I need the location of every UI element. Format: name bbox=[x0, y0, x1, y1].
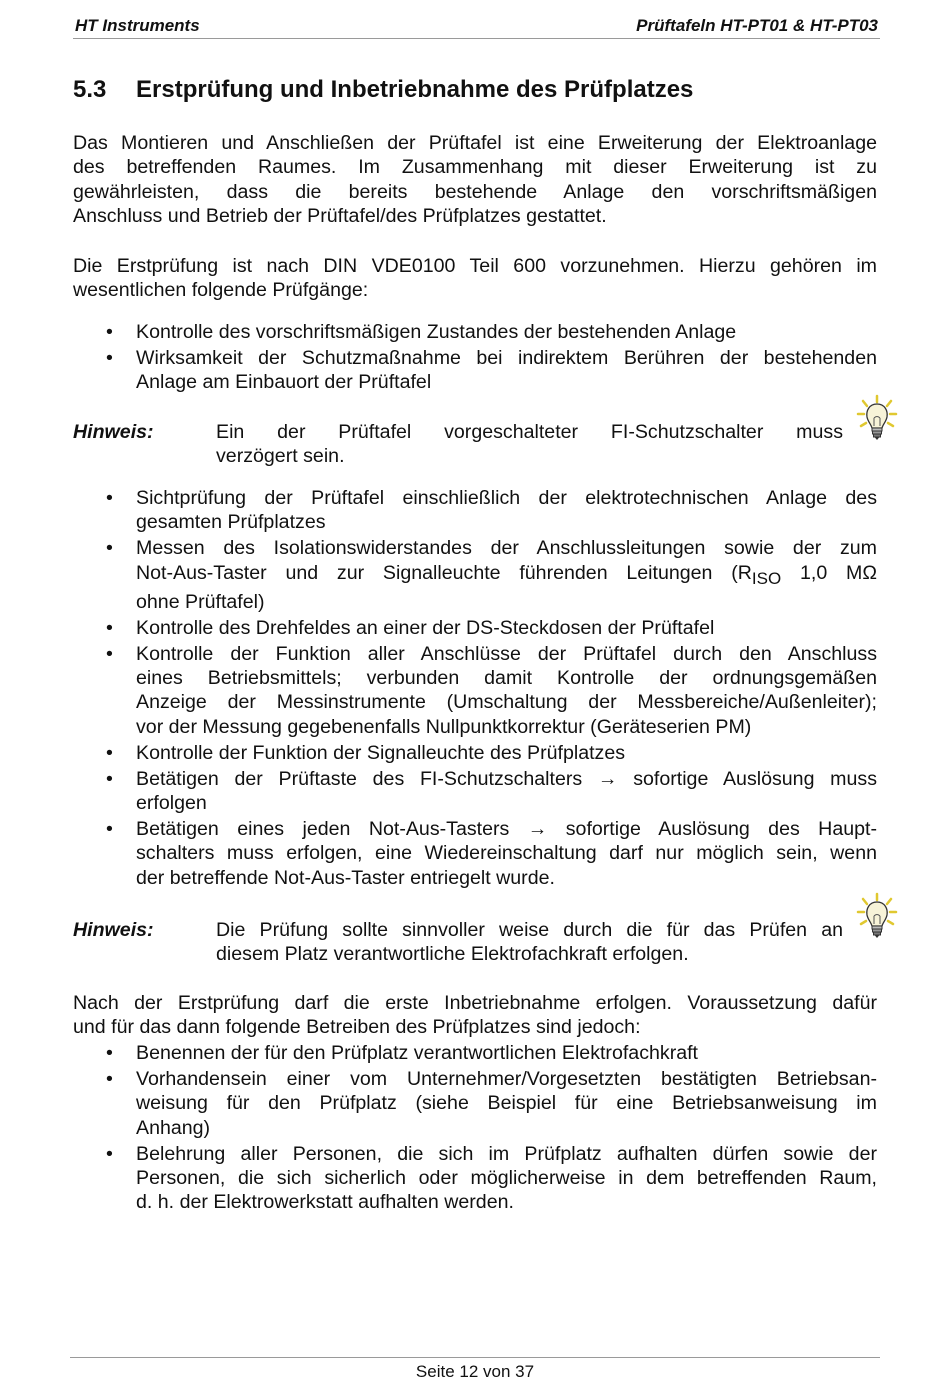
page-header bbox=[73, 14, 880, 39]
section-heading bbox=[73, 76, 693, 104]
bullet-icon: • bbox=[106, 537, 113, 560]
bullet-icon: • bbox=[106, 616, 113, 639]
bullet-icon: • bbox=[106, 1067, 113, 1090]
check-list-2 bbox=[73, 486, 877, 892]
paragraph-line: Nach der Erstprüfung darf die erste Inbetriebnahme erfolgen. Voraussetzung dafür bbox=[73, 992, 877, 1014]
paragraph-line: Die Erstprüfung ist nach DIN VDE0100 Teil 600 vorzunehmen. Hierzu gehören im bbox=[73, 255, 877, 277]
list-item: • Messen des Isolationswiderstandes der Anschlussleitungen sowie der zum Not-Aus-Taster und zur Signalleuchte führenden Leitungen ($R_{ISO}$ 1,0 MΩ ohne Prüftafel) bbox=[106, 537, 877, 613]
page-number: Seite 12 von 37 bbox=[415, 1362, 535, 1381]
paragraph-line: wesentlichen folgende Prüfgänge: bbox=[73, 279, 369, 302]
bullet-icon: • bbox=[106, 1042, 113, 1064]
requirements-list bbox=[73, 1041, 877, 1216]
list-item: • Sichtprüfung der Prüftafel einschließlich der elektrotechnischen Anlage des gesamten Prüfplatzes bbox=[106, 487, 877, 534]
header-company: HT Instruments bbox=[75, 16, 200, 35]
list-item: • Belehrung aller Personen, die sich im Prüfplatz aufhalten dürfen sowie der Personen, die sich sicherlich oder möglicherweise in dem betreffenden Raum, d. h. der Elektrowerkstatt aufhalten werden. bbox=[106, 1142, 877, 1214]
list-item: • Betätigen eines jeden Not-Aus-Tasters → sofortige Auslösung des Haupt- schalters muss erfolgen, eine Wiedereinschaltung darf nur möglich sein, wenn der betreffende Not-Aus-Taster entriegelt wurde. bbox=[106, 817, 877, 889]
bullet-icon: • bbox=[106, 642, 113, 665]
section-title: Erstprüfung und Inbetriebnahme des Prüfplatzes bbox=[136, 76, 694, 103]
list-item: • Benennen der für den Prüfplatz verantwortlichen Elektrofachkraft bbox=[106, 1042, 698, 1064]
paragraph-line: Das Montieren und Anschließen der Prüftafel ist eine Erweiterung der Elektroanlage bbox=[73, 132, 877, 154]
paragraph-line: des betreffenden Raumes. Im Zusammenhang mit dieser Erweiterung ist zu bbox=[73, 156, 877, 179]
list-item: • Vorhandensein einer vom Unternehmer/Vorgesetzten bestätigten Betriebsan- weisung für den Prüfplatz (siehe Beispiel für eine Betriebsanweisung im Anhang) bbox=[106, 1067, 877, 1139]
note-label: Hinweis: bbox=[73, 421, 154, 443]
list-item: • Kontrolle des Drehfeldes an einer der DS-Steckdosen der Prüftafel bbox=[106, 616, 715, 639]
paragraph-line: Anschluss und Betrieb der Prüftafel/des Prüfplatzes gestattet. bbox=[73, 205, 607, 228]
list-item: • Kontrolle der Funktion der Signalleuchte des Prüfplatzes bbox=[106, 741, 626, 764]
paragraph-line: gewährleisten, dass die bereits bestehende Anlage den vorschriftsmäßigen bbox=[73, 180, 877, 203]
list-item: • Kontrolle des vorschriftsmäßigen Zustandes der bestehenden Anlage bbox=[106, 321, 737, 343]
after-test-paragraph bbox=[73, 991, 877, 1040]
din-paragraph bbox=[73, 254, 877, 303]
check-list-1 bbox=[73, 320, 877, 396]
list-item: • Betätigen der Prüftaste des FI-Schutzschalters → sofortige Auslösung muss erfolgen bbox=[106, 767, 877, 814]
page-footer bbox=[70, 1357, 880, 1382]
paragraph-line: und für das dann folgende Betreiben des Prüfplatzes sind jedoch: bbox=[73, 1016, 641, 1039]
bullet-icon: • bbox=[106, 741, 113, 764]
note-fi-switch: Hinweis: Ein der Prüftafel vorgeschalteter FI-Schutzschalter muss verzögert sein. bbox=[73, 421, 843, 468]
lightbulb-icon bbox=[855, 393, 899, 445]
bullet-icon: • bbox=[106, 817, 113, 840]
lightbulb-icon bbox=[855, 891, 899, 943]
note-label: Hinweis: bbox=[73, 919, 154, 941]
intro-paragraph bbox=[73, 131, 877, 229]
section-number: 5.3 bbox=[73, 76, 107, 103]
bullet-icon: • bbox=[106, 1142, 113, 1165]
bullet-icon: • bbox=[106, 321, 113, 343]
list-item: • Kontrolle der Funktion aller Anschlüsse der Prüftafel durch den Anschluss eines Betriebsmittels; verbunden damit Kontrolle der ordnungsgemäßen Anzeige der Messinstrumente (Umschaltung der Messbereiche/Außenleiter); vor der Messung gegebenenfalls Nullpunktkorrektur (Geräteserien PM) bbox=[106, 642, 877, 738]
iso-subscript: ISO bbox=[751, 568, 782, 588]
bullet-icon: • bbox=[106, 767, 113, 790]
header-product: Prüftafeln HT-PT01 & HT-PT03 bbox=[636, 16, 878, 35]
bullet-icon: • bbox=[106, 346, 113, 369]
note-responsible-person: Hinweis: Die Prüfung sollte sinnvoller weise durch die für das Prüfen an diesem Platz verantwortliche Elektrofachkraft erfolgen. bbox=[73, 919, 843, 966]
bullet-icon: • bbox=[106, 487, 113, 509]
list-item: • Wirksamkeit der Schutzmaßnahme bei indirektem Berühren der bestehenden Anlage am Einbauort der Prüftafel bbox=[106, 346, 877, 394]
